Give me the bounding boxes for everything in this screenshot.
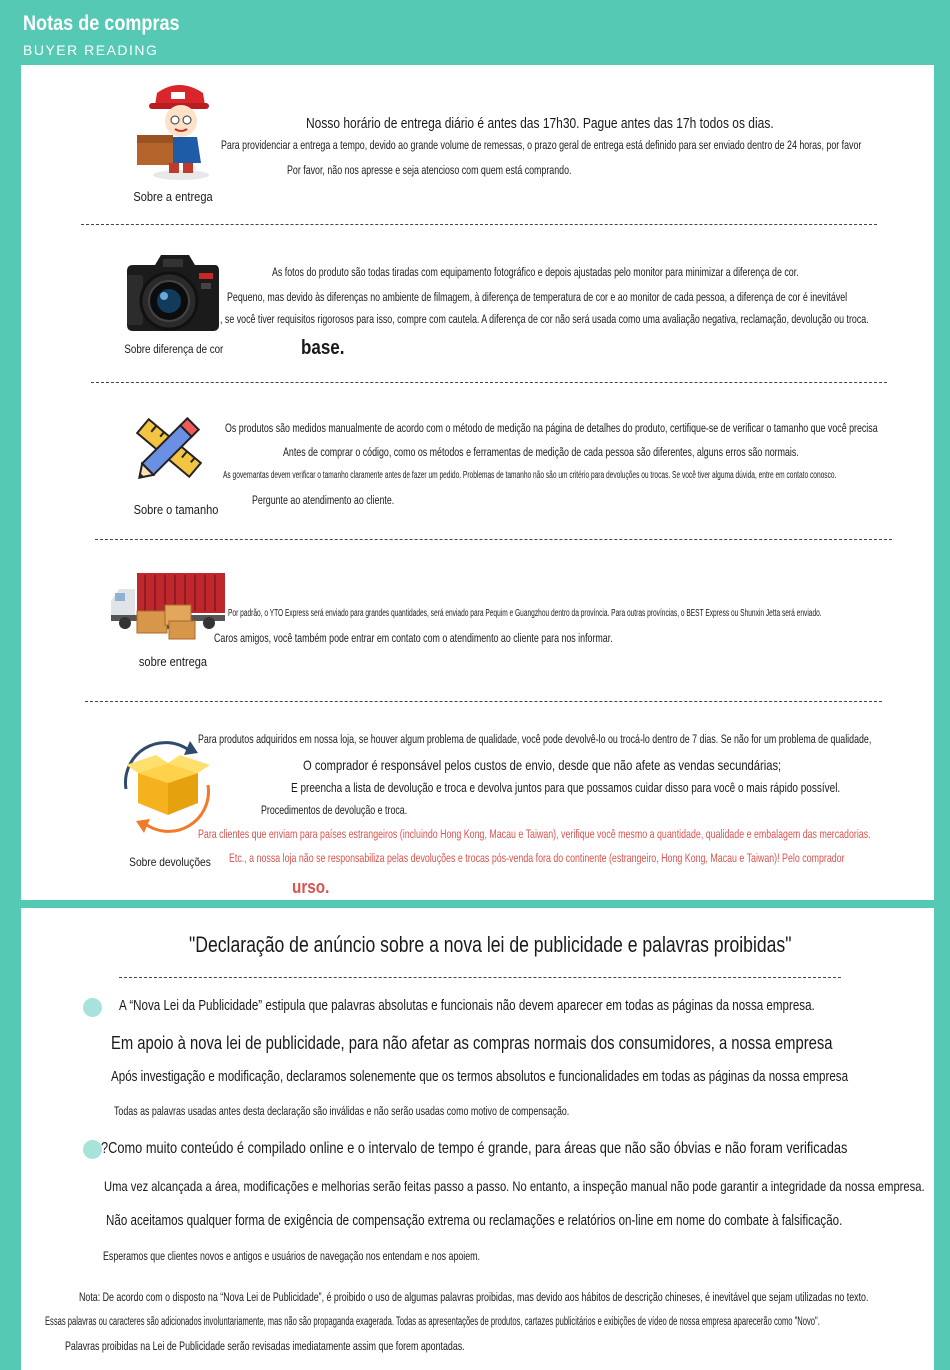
size-line-4: Pergunte ao atendimento ao cliente. — [252, 493, 395, 507]
declaration-p7: Não aceitamos qualquer forma de exigência de compensação extrema ou reclamações e relatórios on-line em nome do combate à falsificação. — [106, 1213, 843, 1229]
declaration-title: "Declaração de anúncio sobre a nova lei de publicidade e palavras proibidas" — [189, 932, 792, 957]
bullet-dot — [83, 1140, 102, 1159]
page-subtitle: BUYER READING — [23, 42, 159, 58]
returns-caption: Sobre devoluções — [129, 855, 211, 869]
returns-line-1: Para produtos adquiridos em nossa loja, se houver algum problema de qualidade, você pode devolvê-lo ou trocá-lo dentro de 7 dias. Se não for um problema de qualidade, — [198, 732, 872, 746]
shipping-line-2: Caros amigos, você também pode entrar em contato com o atendimento ao cliente para nos informar. — [214, 631, 613, 645]
size-caption: Sobre o tamanho — [133, 502, 219, 517]
declaration-note-2: Essas palavras ou caracteres são adicionados involuntariamente, mas não são propaganda exagerada. Todas as apresentações de produtos, cartazes publicitários e exibições de vídeo de nossa empresa aparecerão como "Novo". — [45, 1316, 820, 1328]
return-box-icon — [118, 737, 216, 837]
delivery-headline: Nosso horário de entrega diário é antes das 17h30. Pague antes das 17h todos os dias. — [306, 115, 774, 132]
ruler-pencil-icon — [125, 403, 213, 493]
returns-line-3: E preencha a lista de devolução e troca e devolva juntos para que possamos cuidar disso para você o mais rápido possível. — [291, 781, 841, 795]
declaration-p4: Todas as palavras usadas antes desta declaração são inválidas e não serão usadas como motivo de compensação. — [114, 1104, 570, 1118]
bullet-dot — [83, 998, 102, 1017]
declaration-note-3: Palavras proibidas na Lei de Publicidade serão revisadas imediatamente assim que forem apontadas. — [65, 1339, 465, 1353]
returns-line-5: Para clientes que enviam para países estrangeiros (incluindo Hong Kong, Macau e Taiwan), verifique você mesmo a quantidade, qualidade e embalagem das mercadorias. — [198, 827, 871, 841]
declaration-p5: ?Como muito conteúdo é compilado online e o intervalo de tempo é grande, para áreas que não são óbvias e não foram verificadas — [101, 1140, 848, 1157]
color-caption: Sobre diferença de cor — [124, 344, 224, 356]
delivery-line-1: Para providenciar a entrega a tempo, devido ao grande volume de remessas, o prazo geral de entrega está definido para ser enviado dentro de 24 horas, por favor — [221, 138, 862, 152]
declaration-p3: Após investigação e modificação, declaramos solenemente que os termos absolutos e funcionalidades em todas as páginas da nossa empresa — [111, 1069, 849, 1085]
divider — [119, 977, 841, 978]
divider — [95, 539, 892, 540]
size-line-3: As governantas devem verificar o tamanho claramente antes de fazer um pedido. Problemas de tamanho não são um critério para devoluções ou trocas. Se você tiver alguma dúvida, entre em contato conosco. — [223, 470, 837, 481]
declaration-p1: A “Nova Lei da Publicidade” estipula que palavras absolutas e funcionais não devem aparecer em todas as páginas da nossa empresa. — [119, 998, 815, 1014]
declaration-panel — [21, 908, 934, 1370]
declaration-p8: Esperamos que clientes novos e antigos e usuários de navegação nos entendam e nos apoiem. — [103, 1249, 481, 1263]
shipping-line-1: Por padrão, o YTO Express será enviado para grandes quantidades, será enviado para Pequim e Guangzhou dentro da província. Para outras províncias, o BEST Express ou Shunxin Jetta será enviado. — [228, 608, 822, 619]
color-line-4: base. — [301, 337, 345, 359]
color-line-1: As fotos do produto são todas tiradas com equipamento fotográfico e depois ajustadas pelo monitor para minimizar a diferença de cor. — [272, 265, 799, 279]
size-line-2: Antes de comprar o código, como os métodos e ferramentas de medição de cada pessoa são diferentes, alguns erros são normais. — [283, 445, 799, 459]
returns-line-7: urso. — [292, 877, 330, 897]
returns-line-4: Procedimentos de devolução e troca. — [261, 803, 408, 817]
truck-icon — [109, 571, 227, 641]
camera-icon — [125, 247, 221, 335]
size-line-1: Os produtos são medidos manualmente de acordo com o método de medição na página de detalhes do produto, certifique-se de verificar o tamanho que você precisa — [225, 421, 878, 435]
delivery-caption: Sobre a entrega — [133, 189, 213, 204]
divider — [91, 382, 887, 383]
delivery-man-icon — [131, 79, 221, 184]
page-title: Notas de compras — [23, 12, 180, 35]
declaration-note-1: Nota: De acordo com o disposto na “Nova Lei de Publicidade”, é proibido o uso de algumas palavras proibidas, mas devido aos hábitos de descrição chineses, é inevitável que sejam utilizadas no texto. — [79, 1290, 869, 1304]
declaration-p2: Em apoio à nova lei de publicidade, para não afetar as compras normais dos consumidores, a nossa empresa — [111, 1032, 833, 1053]
buyer-notes-panel — [21, 65, 934, 900]
color-line-2: Pequeno, mas devido às diferenças no ambiente de filmagem, à diferença de temperatura de cor e ao monitor de cada pessoa, a diferença de cor é inevitável — [227, 290, 848, 304]
returns-line-6: Etc., a nossa loja não se responsabiliza pelas devoluções e trocas pós-venda fora do continente (estrangeiro, Hong Kong, Macau e Taiwan)! Pelo comprador — [229, 851, 845, 865]
delivery-line-2: Por favor, não nos apresse e seja atencioso com quem está comprando. — [287, 163, 572, 177]
divider — [81, 224, 877, 225]
color-line-3: , se você tiver requisitos rigorosos para isso, compre com cautela. A diferença de cor não será usada como uma avaliação negativa, reclamação, devolução ou troca. — [220, 312, 869, 326]
divider — [85, 701, 882, 702]
declaration-p6: Uma vez alcançada a área, modificações e melhorias serão feitas passo a passo. No entanto, a inspeção manual não pode garantir a integridade da nossa empresa. — [104, 1178, 925, 1194]
returns-line-2: O comprador é responsável pelos custos de envio, desde que não afete as vendas secundárias; — [303, 757, 782, 773]
shipping-caption: sobre entrega — [138, 654, 208, 669]
